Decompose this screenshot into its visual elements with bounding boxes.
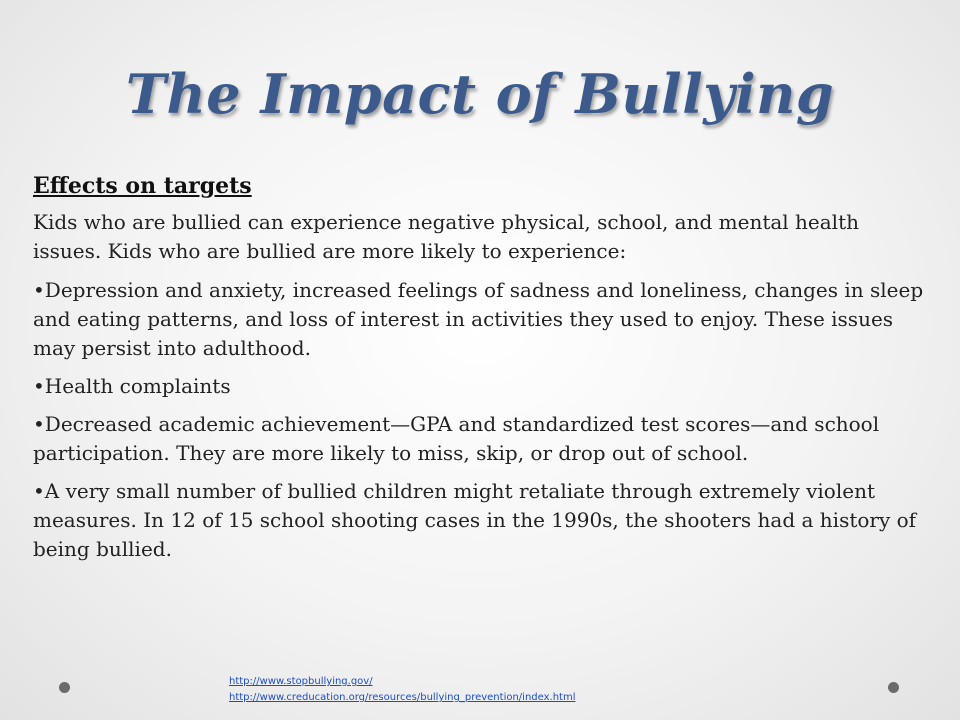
bullet-text: A very small number of bullied children might retaliate through extremely violent measures. In 12 of 15 school shooting cases in the 1990s, the shooters had a history of being bullied. — [33, 479, 917, 561]
bullet-icon: • — [33, 374, 45, 398]
decorative-dot-right-icon — [888, 682, 899, 693]
subheading: Effects on targets — [33, 173, 252, 199]
intro-paragraph: Kids who are bullied can experience negative physical, school, and mental health issues. Kids who are bullied are more likely to experience: — [33, 210, 859, 263]
bullet-icon: • — [33, 278, 45, 302]
bullet-text: Decreased academic achievement—GPA and standardized test scores—and school participation. They are more likely to miss, skip, or drop out of school. — [33, 412, 880, 465]
source-link-stopbullying[interactable]: http://www.stopbullying.gov/ — [229, 676, 373, 687]
source-link-creducation[interactable]: http://www.creducation.org/resources/bullying_prevention/index.html — [229, 692, 576, 703]
bullet-item — [33, 410, 933, 468]
slide-title: The Impact of Bullying — [125, 62, 835, 126]
bullet-icon: • — [33, 412, 45, 436]
decorative-dot-left-icon — [59, 682, 70, 693]
bullet-item — [33, 276, 933, 363]
bullet-item — [33, 477, 933, 564]
bullet-text: Depression and anxiety, increased feelings of sadness and loneliness, changes in sleep and eating patterns, and loss of interest in activities they used to enjoy. These issues may persist into adulthood. — [33, 278, 924, 360]
bullet-item — [33, 372, 933, 401]
slide-body — [33, 170, 933, 573]
bullet-text: Health complaints — [44, 374, 231, 398]
bullet-icon: • — [33, 479, 45, 503]
source-links — [229, 674, 575, 706]
